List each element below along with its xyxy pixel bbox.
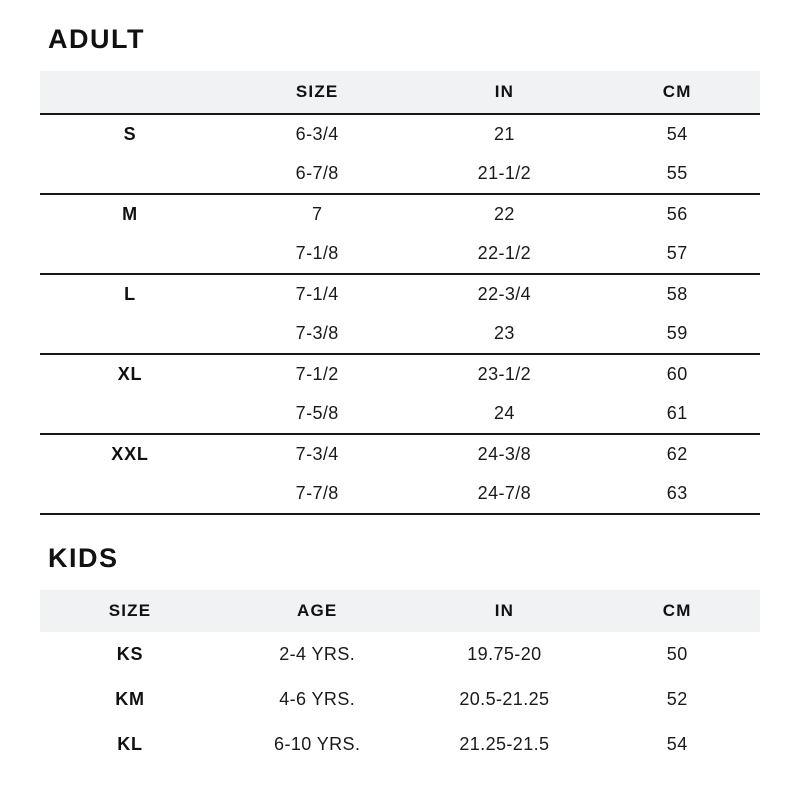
adult-row	[40, 394, 760, 434]
hat-size-cell: 6-3/4	[295, 124, 339, 144]
adult-row	[40, 354, 760, 394]
cm-cell: 52	[666, 689, 688, 709]
hat-size-cell: 7-1/2	[295, 364, 339, 384]
kids-row	[40, 677, 760, 722]
adult-row	[40, 434, 760, 474]
age-cell: 6-10 YRS.	[274, 734, 361, 754]
hat-size-cell: 7-3/8	[295, 323, 339, 343]
adult-table-header	[40, 71, 760, 114]
adult-section	[40, 24, 760, 515]
column-header-cm: CM	[662, 82, 692, 101]
hat-size-cell: 7-5/8	[295, 403, 339, 423]
size-group-label	[40, 474, 220, 514]
size-group-label: L	[124, 284, 136, 304]
kids-row	[40, 722, 760, 767]
kids-table-body	[40, 632, 760, 767]
adult-row	[40, 194, 760, 234]
size-group-label	[40, 314, 220, 354]
adult-header-row	[40, 71, 760, 114]
cm-cell: 50	[666, 644, 688, 664]
adult-row	[40, 474, 760, 514]
inches-cell: 24-7/8	[477, 483, 532, 503]
adult-table-body	[40, 114, 760, 514]
size-group-label	[40, 154, 220, 194]
adult-row	[40, 154, 760, 194]
cm-cell: 61	[666, 403, 688, 423]
inches-cell: 22-1/2	[477, 243, 532, 263]
hat-size-cell: 6-7/8	[295, 163, 339, 183]
age-cell: 4-6 YRS.	[279, 689, 356, 709]
cm-cell: 54	[666, 124, 688, 144]
inches-cell: 21	[493, 124, 515, 144]
cm-cell: 54	[666, 734, 688, 754]
column-header-size: SIZE	[295, 82, 339, 101]
cm-cell: 56	[666, 204, 688, 224]
inches-cell: 23	[493, 323, 515, 343]
cm-cell: 55	[666, 163, 688, 183]
adult-row	[40, 314, 760, 354]
adult-row	[40, 114, 760, 154]
inches-cell: 22-3/4	[477, 284, 532, 304]
age-cell: 2-4 YRS.	[279, 644, 356, 664]
adult-row	[40, 274, 760, 314]
cm-cell: 57	[666, 243, 688, 263]
inches-cell: 21.25-21.5	[459, 734, 550, 754]
hat-size-cell: 7-7/8	[295, 483, 339, 503]
kids-size-table	[40, 590, 760, 767]
adult-title: ADULT	[48, 24, 145, 54]
inches-cell: 21-1/2	[477, 163, 532, 183]
cm-cell: 60	[666, 364, 688, 384]
kids-header-row	[40, 590, 760, 632]
hat-size-cell: 7	[311, 204, 323, 224]
cm-cell: 63	[666, 483, 688, 503]
size-group-label: XXL	[111, 444, 149, 464]
column-header-in: IN	[494, 601, 515, 620]
kids-title: KIDS	[48, 543, 119, 573]
cm-cell: 59	[666, 323, 688, 343]
kids-size-label: KM	[115, 689, 145, 709]
cm-cell: 62	[666, 444, 688, 464]
size-group-label	[40, 394, 220, 434]
size-group-label: M	[122, 204, 138, 224]
cm-cell: 58	[666, 284, 688, 304]
adult-row	[40, 234, 760, 274]
kids-size-label: KL	[117, 734, 143, 754]
inches-cell: 19.75-20	[467, 644, 542, 664]
kids-size-label: KS	[116, 644, 144, 664]
size-group-label: XL	[117, 364, 143, 384]
size-group-label: S	[123, 124, 137, 144]
hat-size-cell: 7-3/4	[295, 444, 339, 464]
inches-cell: 24	[493, 403, 515, 423]
kids-row	[40, 632, 760, 677]
hat-size-cell: 7-1/4	[295, 284, 339, 304]
column-header-cm: CM	[662, 601, 692, 620]
inches-cell: 23-1/2	[477, 364, 532, 384]
column-header-in: IN	[494, 82, 515, 101]
hat-size-cell: 7-1/8	[295, 243, 339, 263]
column-header-size: SIZE	[108, 601, 152, 620]
column-header-blank	[40, 71, 220, 114]
adult-size-table	[40, 71, 760, 515]
inches-cell: 24-3/8	[477, 444, 532, 464]
kids-table-header	[40, 590, 760, 632]
inches-cell: 20.5-21.25	[459, 689, 550, 709]
kids-section	[40, 543, 760, 767]
size-group-label	[40, 234, 220, 274]
inches-cell: 22	[493, 204, 515, 224]
column-header-age: AGE	[296, 601, 338, 620]
